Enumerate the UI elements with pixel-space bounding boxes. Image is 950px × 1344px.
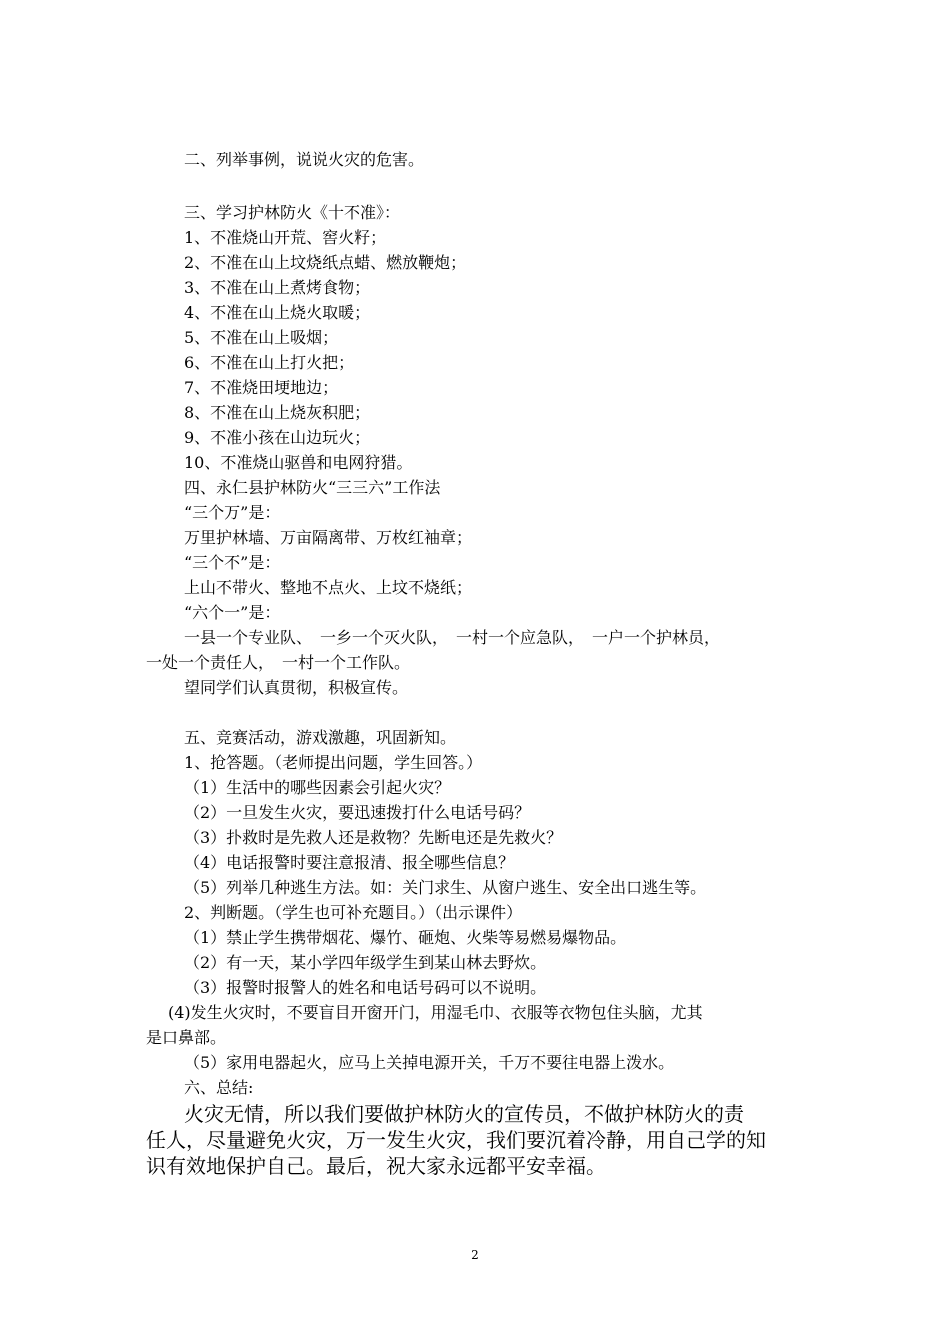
- quiz-question: （5）列举几种逃生方法。如：关门求生、从窗户逃生、安全出口逃生等。: [184, 878, 707, 897]
- three-wan-label: “三个万”是：: [184, 503, 281, 522]
- section-6-heading: 六、总结:: [184, 1078, 254, 1097]
- quiz-question: （2）一旦发生火灾，要迅速拨打什么电话号码？: [184, 803, 531, 822]
- section-2-heading: 二、列举事例，说说火灾的危害。: [184, 150, 425, 169]
- three-bu-text: 上山不带火、整地不点火、上坟不烧纸；: [184, 578, 473, 597]
- six-yi-label: “六个一”是：: [184, 603, 281, 622]
- summary-line: 火灾无情，所以我们要做护林防火的宣传员，不做护林防火的责: [184, 1102, 744, 1126]
- rule-item: 2、不准在山上坟烧纸点蜡、燃放鞭炮；: [184, 253, 467, 272]
- six-yi-text-line1: 一县一个专业队、 一乡一个灭火队， 一村一个应急队， 一户一个护林员，: [184, 628, 721, 647]
- quiz-question: （3）扑救时是先救人还是救物？先断电还是先救火？: [184, 828, 563, 847]
- rule-item: 5、不准在山上吸烟；: [184, 328, 339, 347]
- judge-item: （3）报警时报警人的姓名和电话号码可以不说明。: [184, 978, 547, 997]
- six-yi-text-line2: 一处一个责任人， 一村一个工作队。: [146, 653, 411, 672]
- section-3-heading: 三、学习护林防火《十不准》：: [184, 203, 401, 222]
- rule-item: 8、不准在山上烧灰积肥；: [184, 403, 371, 422]
- rule-item: 6、不准在山上打火把；: [184, 353, 355, 372]
- section-4-heading: 四、永仁县护林防火“三三六”工作法: [184, 478, 441, 497]
- summary-line: 任人，尽量避免火灾，万一发生火灾，我们要沉着冷静，用自己学的知: [146, 1128, 766, 1152]
- section-4-closing: 望同学们认真贯彻，积极宣传。: [184, 678, 409, 697]
- rule-item: 7、不准烧田埂地边；: [184, 378, 339, 397]
- rule-item: 4、不准在山上烧火取暖；: [184, 303, 371, 322]
- judge-item-4-line2: 是口鼻部。: [146, 1028, 227, 1047]
- page-number: 2: [471, 1248, 479, 1262]
- judge-item: （1）禁止学生携带烟花、爆竹、砸炮、火柴等易燃易爆物品。: [184, 928, 627, 947]
- summary-line: 识有效地保护自己。最后，祝大家永远都平安幸福。: [146, 1154, 606, 1178]
- judge-item: （5）家用电器起火，应马上关掉电源开关，千万不要往电器上泼水。: [184, 1053, 675, 1072]
- rule-item: 10、不准烧山驱兽和电网狩猎。: [184, 453, 413, 472]
- three-bu-label: “三个不”是：: [184, 553, 281, 572]
- three-wan-text: 万里护林墙、万亩隔离带、万枚红袖章；: [184, 528, 473, 547]
- quiz-question: （4）电话报警时要注意报清、报全哪些信息？: [184, 853, 515, 872]
- section-5-heading: 五、竞赛活动，游戏激趣，巩固新知。: [184, 728, 457, 747]
- rule-item: 1、不准烧山开荒、窖火籽；: [184, 228, 387, 247]
- judge-item: （2）有一天，某小学四年级学生到某山林去野炊。: [184, 953, 547, 972]
- quiz-2-title: 2、判断题。（学生也可补充题目。）（出示课件）: [184, 903, 523, 922]
- judge-item-4-line1: (4)发生火灾时，不要盲目开窗开门，用湿毛巾、衣服等衣物包住头脑，尤其: [168, 1003, 703, 1022]
- rule-item: 9、不准小孩在山边玩火；: [184, 428, 371, 447]
- rule-item: 3、不准在山上煮烤食物；: [184, 278, 371, 297]
- quiz-question: （1）生活中的哪些因素会引起火灾？: [184, 778, 451, 797]
- quiz-1-title: 1、抢答题。（老师提出问题，学生回答。）: [184, 753, 483, 772]
